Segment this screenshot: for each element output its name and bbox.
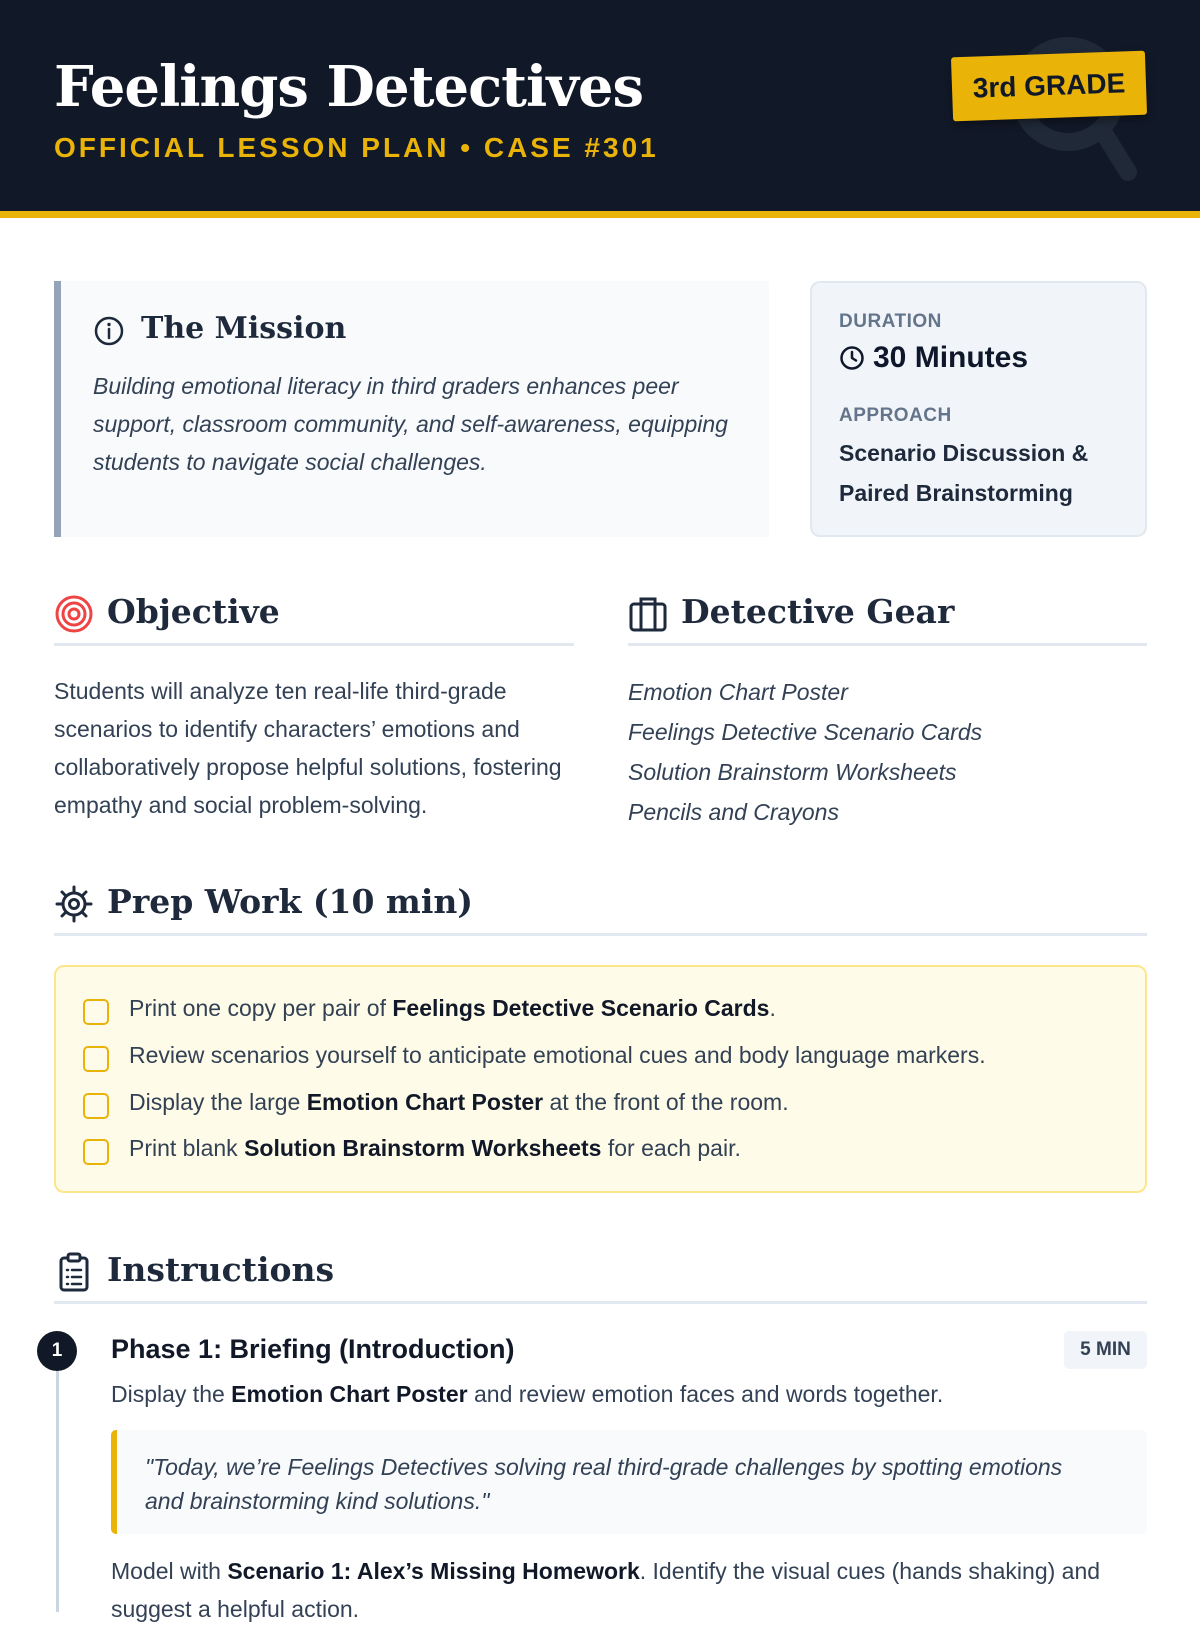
info-icon [93,315,125,347]
phase-model-text: Model with Scenario 1: Alex’s Missing Homework. Identify the visual cues (hands shaking) and suggest a helpful action. [111,1558,1101,1622]
clock-icon [839,345,865,371]
prep-text: Review scenarios yourself to anticipate emotional cues and body language markers. [129,1042,986,1068]
target-icon [54,594,94,634]
mission-card [54,281,769,537]
prep-checkbox[interactable] [83,1093,109,1119]
mission-text: Building emotional literacy in third graders enhances peer support, classroom community, and self-awareness, equipping students to navigate social challenges. [93,373,728,475]
list-item: Emotion Chart Poster [628,679,848,705]
prep-checklist [54,965,1147,1193]
list-item: Solution Brainstorm Worksheets [628,759,957,785]
gear-heading [628,592,1147,646]
gear-list [628,672,982,832]
list-item: Feelings Detective Scenario Cards [628,719,983,745]
grade-badge: 3rd GRADE [951,51,1147,122]
approach-value: Scenario Discussion & Paired Brainstorming [839,440,1089,506]
page-title: Feelings Detectives [54,54,644,120]
prep-checkbox[interactable] [83,999,109,1025]
objective-heading [54,592,574,646]
time-badge: 5 MIN [1064,1331,1147,1369]
quote-text: "Today, we’re Feelings Detectives solving real third-grade challenges by spotting emotions and brainstorming kind solutions." [145,1454,1063,1514]
prep-title: Prep Work (10 min) [107,882,473,921]
gear-title: Detective Gear [681,592,955,631]
instructions-heading [54,1250,1147,1304]
duration-value: 30 Minutes [873,341,1029,374]
phase-description: Display the Emotion Chart Poster and review emotion faces and words together. [111,1381,944,1407]
lesson-meta-card [810,281,1147,537]
prep-checkbox[interactable] [83,1139,109,1165]
prep-text: Print blank Solution Brainstorm Worksheets for each pair. [129,1135,741,1161]
list-item [83,995,776,1022]
prep-checkbox[interactable] [83,1046,109,1072]
objective-text: Students will analyze ten real-life third-grade scenarios to identify characters’ emotions and collaboratively propose helpful solutions, fostering empathy and social problem-solving. [54,678,562,818]
clipboard-icon [54,1252,94,1292]
mission-title: The Mission [141,311,347,346]
approach-label: APPROACH [839,405,952,426]
header-banner [0,0,1200,218]
instructions-title: Instructions [107,1250,335,1289]
prep-text: Print one copy per pair of Feelings Detective Scenario Cards. [129,995,776,1021]
list-item [83,1089,789,1116]
gear-icon [54,884,94,924]
prep-heading [54,882,1147,936]
list-item [83,1135,741,1162]
timeline-line [56,1352,59,1612]
phase-title: Phase 1: Briefing (Introduction) [111,1334,515,1364]
duration-label: DURATION [839,311,942,332]
prep-text: Display the large Emotion Chart Poster at the front of the room. [129,1089,789,1115]
list-item [83,1042,986,1069]
objective-title: Objective [107,592,280,631]
duration-value-row [839,341,1028,375]
list-item: Pencils and Crayons [628,799,839,825]
briefcase-icon [628,594,668,634]
page-subtitle: OFFICIAL LESSON PLAN • CASE #301 [54,132,659,163]
teacher-script-quote [111,1430,1147,1534]
step-number: 1 [37,1331,77,1371]
